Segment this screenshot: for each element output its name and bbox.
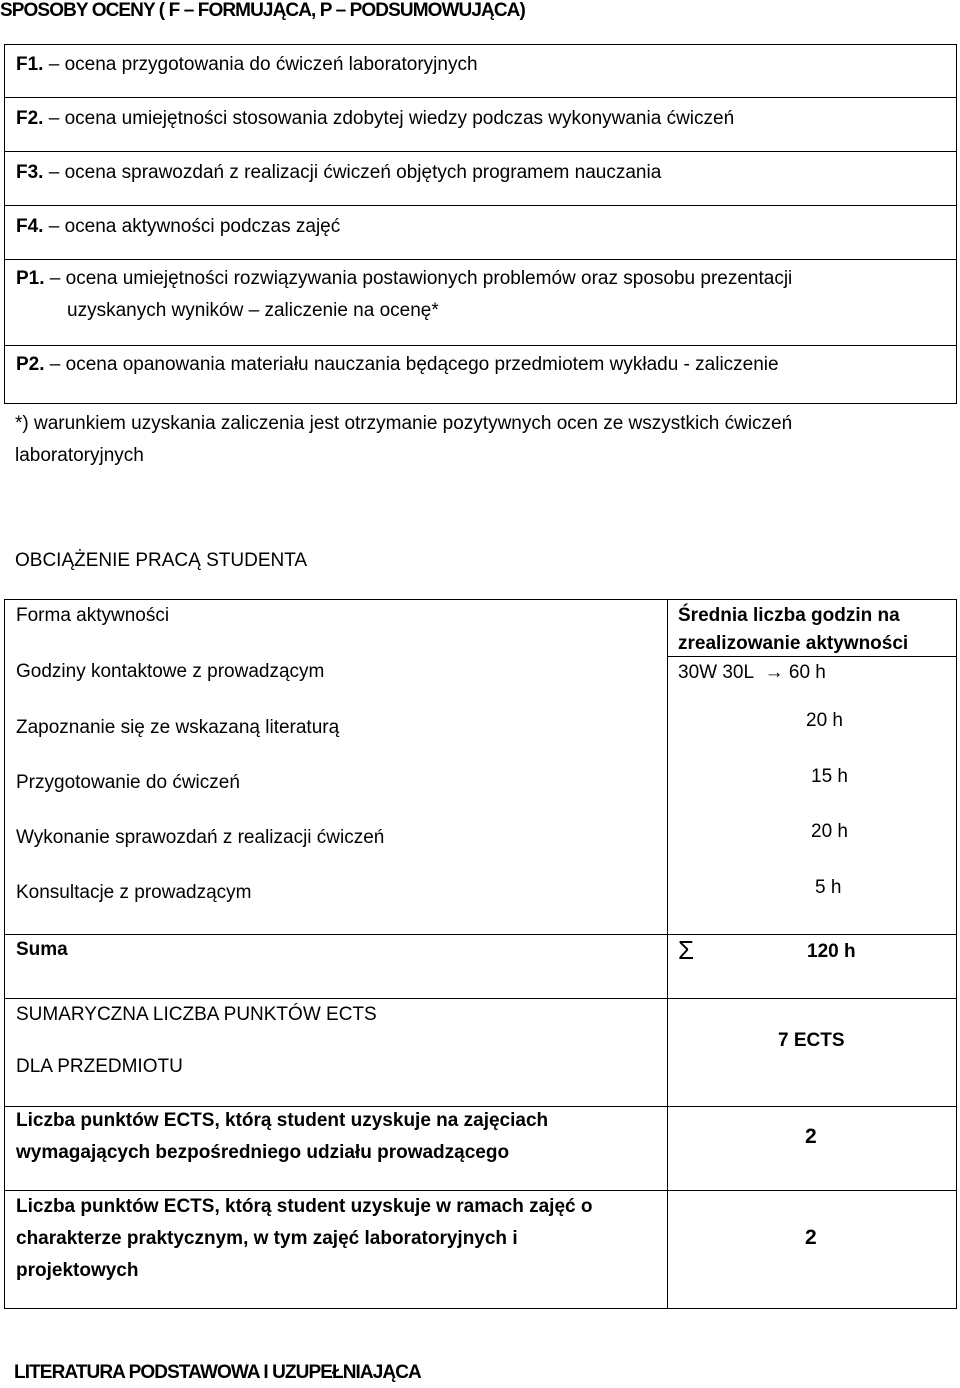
item-text: – ocena sprawozdań z realizacji ćwiczeń objętych programem nauczania xyxy=(43,162,662,183)
column-header-hours: Średnia liczba godzin na xyxy=(678,605,900,626)
arrow-right-icon: → xyxy=(764,662,784,683)
item-text: – ocena aktywności podczas zajęć xyxy=(43,216,341,237)
hours-total: 60 h xyxy=(788,662,826,683)
table-row-hours: 15 h xyxy=(811,766,848,787)
ects-practical-label-continued: charakterze praktycznym, w tym zajęć laboratoryjnych i xyxy=(16,1228,518,1249)
item-code: F1. xyxy=(16,54,44,75)
table-row-hours xyxy=(678,657,826,689)
ects-total-label: SUMARYCZNA LICZBA PUNKTÓW ECTS xyxy=(16,1004,377,1025)
table-row-activity: Zapoznanie się ze wskazaną literaturą xyxy=(16,717,340,738)
assessment-item xyxy=(16,103,734,135)
item-code: F2. xyxy=(16,108,44,129)
assessment-item xyxy=(16,211,340,243)
assessment-item xyxy=(16,349,779,381)
divider xyxy=(5,97,956,98)
assessment-item xyxy=(16,49,478,81)
workload-table xyxy=(4,599,957,1309)
table-row-activity: Konsultacje z prowadzącym xyxy=(16,882,252,903)
section-title-literature: LITERATURA PODSTAWOWA I UZUPEŁNIAJĄCA xyxy=(14,1362,421,1383)
sum-label: Suma xyxy=(16,939,68,960)
ects-total-label-continued: DLA PRZEDMIOTU xyxy=(16,1056,183,1077)
item-text: – ocena przygotowania do ćwiczeń laboratoryjnych xyxy=(43,54,478,75)
divider xyxy=(5,151,956,152)
section-title-assessment: SPOSOBY OCENY ( F – FORMUJĄCA, P – PODSUMOWUJĄCA) xyxy=(0,0,525,21)
item-text-continued: uzyskanych wyników – zaliczenie na ocenę* xyxy=(67,300,439,321)
ects-total-value: 7 ECTS xyxy=(778,1030,845,1051)
column-header-activity: Forma aktywności xyxy=(16,605,170,626)
table-row-activity: Przygotowanie do ćwiczeń xyxy=(16,772,240,793)
assessment-item xyxy=(16,263,792,295)
sum-value: 120 h xyxy=(807,941,856,962)
table-row-hours: 5 h xyxy=(815,877,842,898)
item-code: P2. xyxy=(16,354,45,375)
table-row-activity: Wykonanie sprawozdań z realizacji ćwiczeń xyxy=(16,827,385,848)
footnote-continued: laboratoryjnych xyxy=(15,445,144,466)
ects-practical-value: 2 xyxy=(805,1226,817,1249)
table-row-hours: 20 h xyxy=(806,710,843,731)
column-header-hours-continued: zrealizowanie aktywności xyxy=(678,633,909,654)
divider xyxy=(5,259,956,260)
divider xyxy=(5,205,956,206)
sigma-icon: Σ xyxy=(678,935,695,965)
section-title-workload: OBCIĄŻENIE PRACĄ STUDENTA xyxy=(15,550,308,571)
item-code: F4. xyxy=(16,216,44,237)
item-code: F3. xyxy=(16,162,44,183)
assessment-methods-box xyxy=(4,44,957,404)
ects-practical-label: Liczba punktów ECTS, którą student uzyskuje w ramach zajęć o xyxy=(16,1196,593,1217)
item-text: – ocena opanowania materiału nauczania będącego przedmiotem wykładu - zaliczenie xyxy=(44,354,779,375)
ects-contact-label: Liczba punktów ECTS, którą student uzyskuje na zajęciach xyxy=(16,1110,549,1131)
item-text: – ocena umiejętności stosowania zdobytej wiedzy podczas wykonywania ćwiczeń xyxy=(43,108,735,129)
ects-practical-label-continued: projektowych xyxy=(16,1260,139,1281)
divider xyxy=(5,934,956,935)
table-row-hours: 20 h xyxy=(811,821,848,842)
ects-contact-label-continued: wymagających bezpośredniego udziału prowadzącego xyxy=(16,1142,510,1163)
footnote: *) warunkiem uzyskania zaliczenia jest otrzymanie pozytywnych ocen ze wszystkich ćwiczeń xyxy=(15,413,793,434)
divider xyxy=(5,345,956,346)
ects-contact-value: 2 xyxy=(805,1125,817,1148)
hours-breakdown: 30W 30L xyxy=(678,662,755,683)
assessment-item xyxy=(16,157,661,189)
column-divider xyxy=(667,600,668,1308)
item-code: P1. xyxy=(16,268,45,289)
item-text: – ocena umiejętności rozwiązywania postawionych problemów oraz sposobu prezentacji xyxy=(44,268,793,289)
table-row-activity: Godziny kontaktowe z prowadzącym xyxy=(16,661,325,682)
